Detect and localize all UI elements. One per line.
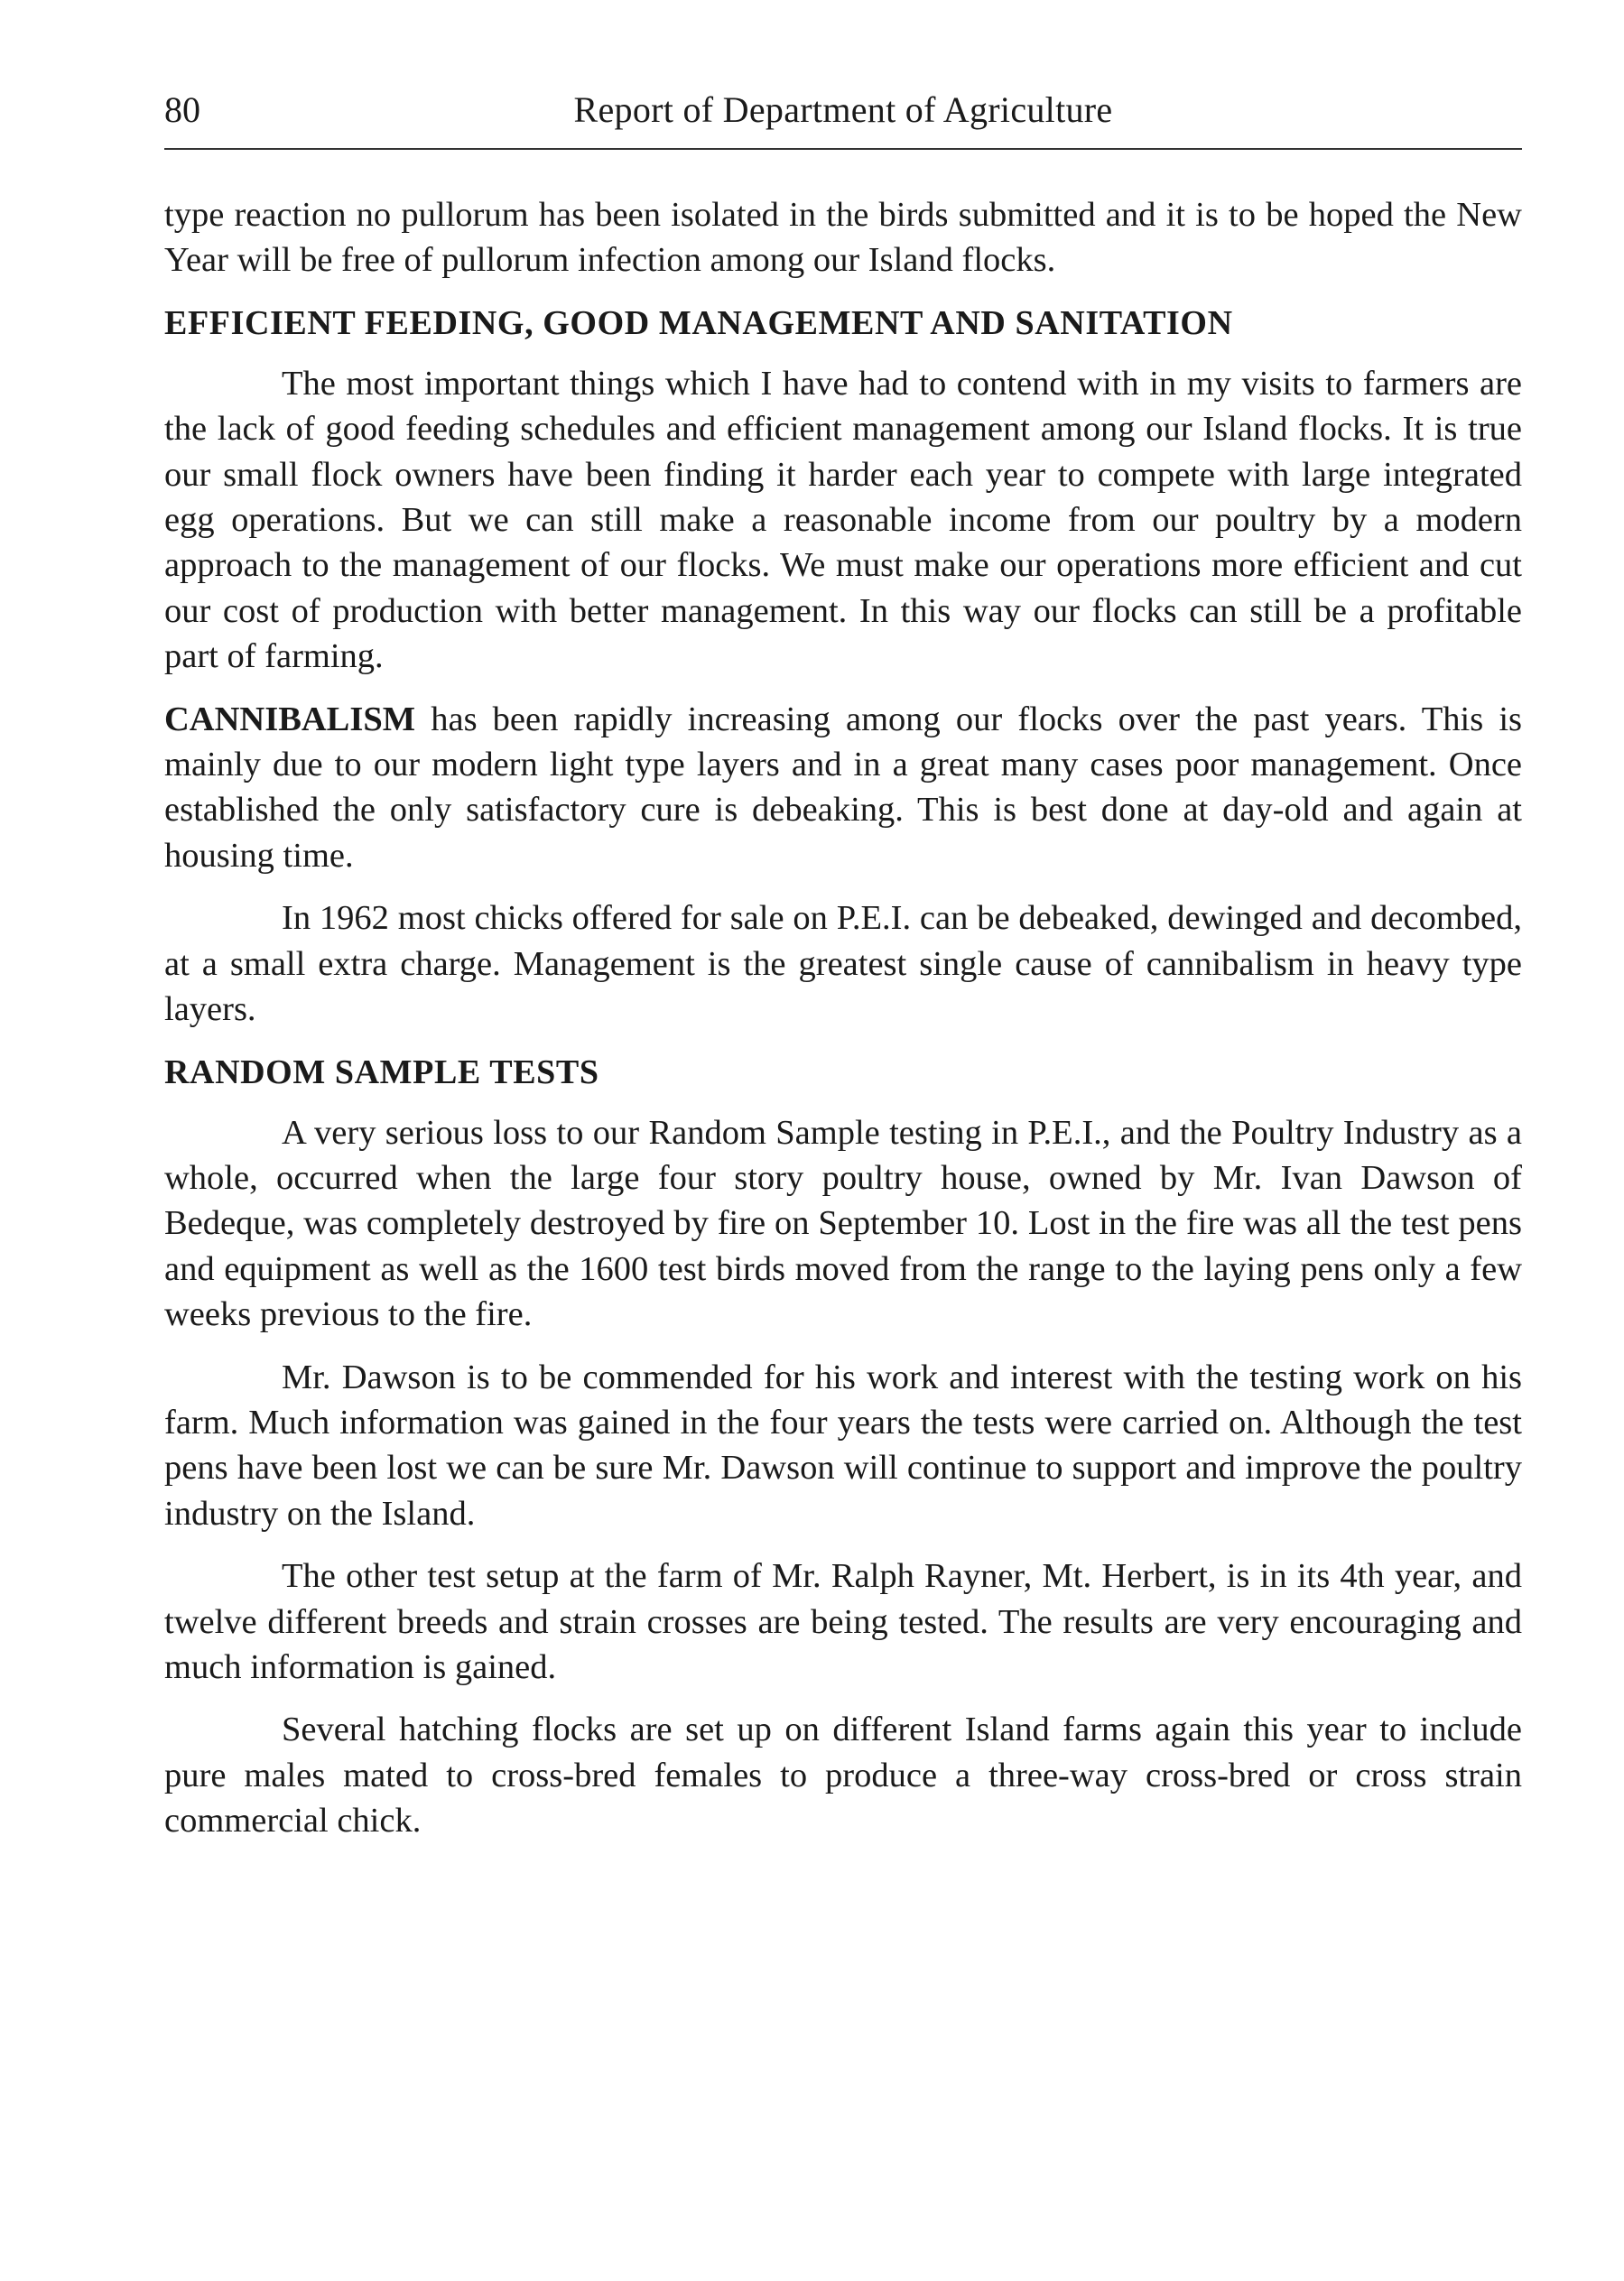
header-rule	[164, 148, 1522, 150]
paragraph-1962: In 1962 most chicks offered for sale on P.E.I. can be debeaked, dewinged and decombed, at a small extra charge. Management is the greatest single cause of cannibalism in heavy type layers.	[164, 899, 1522, 1029]
running-title: Report of Department of Agriculture	[573, 89, 1113, 130]
paragraph-feeding: The most important things which I have had to contend with in my visits to farmers are the lack of good feeding schedules and efficient management among our Island flocks. It is true our small flock owners have been finding it harder each year to compete with large integrated egg operations. But we can still make a reasonable income from our poultry by a modern approach to the management of our flocks. We must make our operations more efficient and cut our cost of production with better management. In this way our flocks can still be a profitable part of farming.	[164, 364, 1522, 676]
paragraph-cannibalism	[164, 697, 1522, 879]
page-number: 80	[164, 89, 200, 130]
paragraph-intro: type reaction no pullorum has been isolated in the birds submitted and it is to be hoped the New Year will be free of pullorum infection among our Island flocks.	[164, 196, 1522, 280]
cannibalism-run-in-heading: CANNIBALISM	[164, 700, 416, 738]
heading-efficient-feeding: EFFICIENT FEEDING, GOOD MANAGEMENT AND SANITATION	[164, 303, 1233, 342]
running-header	[164, 83, 1522, 137]
cannibalism-text: has been rapidly increasing among our flocks over the past years. This is mainly due to our modern light type layers and in a great many cases poor management. Once established the only satisfactory cure is debeaking. This is best done at day-old and again at housing time.	[164, 700, 1522, 875]
paragraph-fire-loss: A very serious loss to our Random Sample testing in P.E.I., and the Poultry Industry as a whole, occurred when the large four story poultry house, owned by Mr. Ivan Dawson of Bedeque, was completely destroyed by fire on September 10. Lost in the fire was all the test pens and equipment as well as the 1600 test birds moved from the range to the laying pens only a few weeks previous to the fire.	[164, 1113, 1522, 1334]
paragraph-hatching-flocks: Several hatching flocks are set up on different Island farms again this year to include pure males mated to cross-bred females to produce a three-way cross-bred or cross strain commercial chick.	[164, 1711, 1522, 1841]
paragraph-dawson: Mr. Dawson is to be commended for his work and interest with the testing work on his farm. Much information was gained in the four years the tests were carried on. Although the test pens have been lost we can be sure Mr. Dawson will continue to support and improve the poultry industry on the Island.	[164, 1358, 1522, 1533]
body-text	[164, 192, 1522, 1861]
heading-random-sample-tests: RANDOM SAMPLE TESTS	[164, 1052, 599, 1091]
paragraph-rayner: The other test setup at the farm of Mr. Ralph Rayner, Mt. Herbert, is in its 4th year, and twelve different breeds and strain crosses are being tested. The results are very encouraging and much information is gained.	[164, 1557, 1522, 1686]
